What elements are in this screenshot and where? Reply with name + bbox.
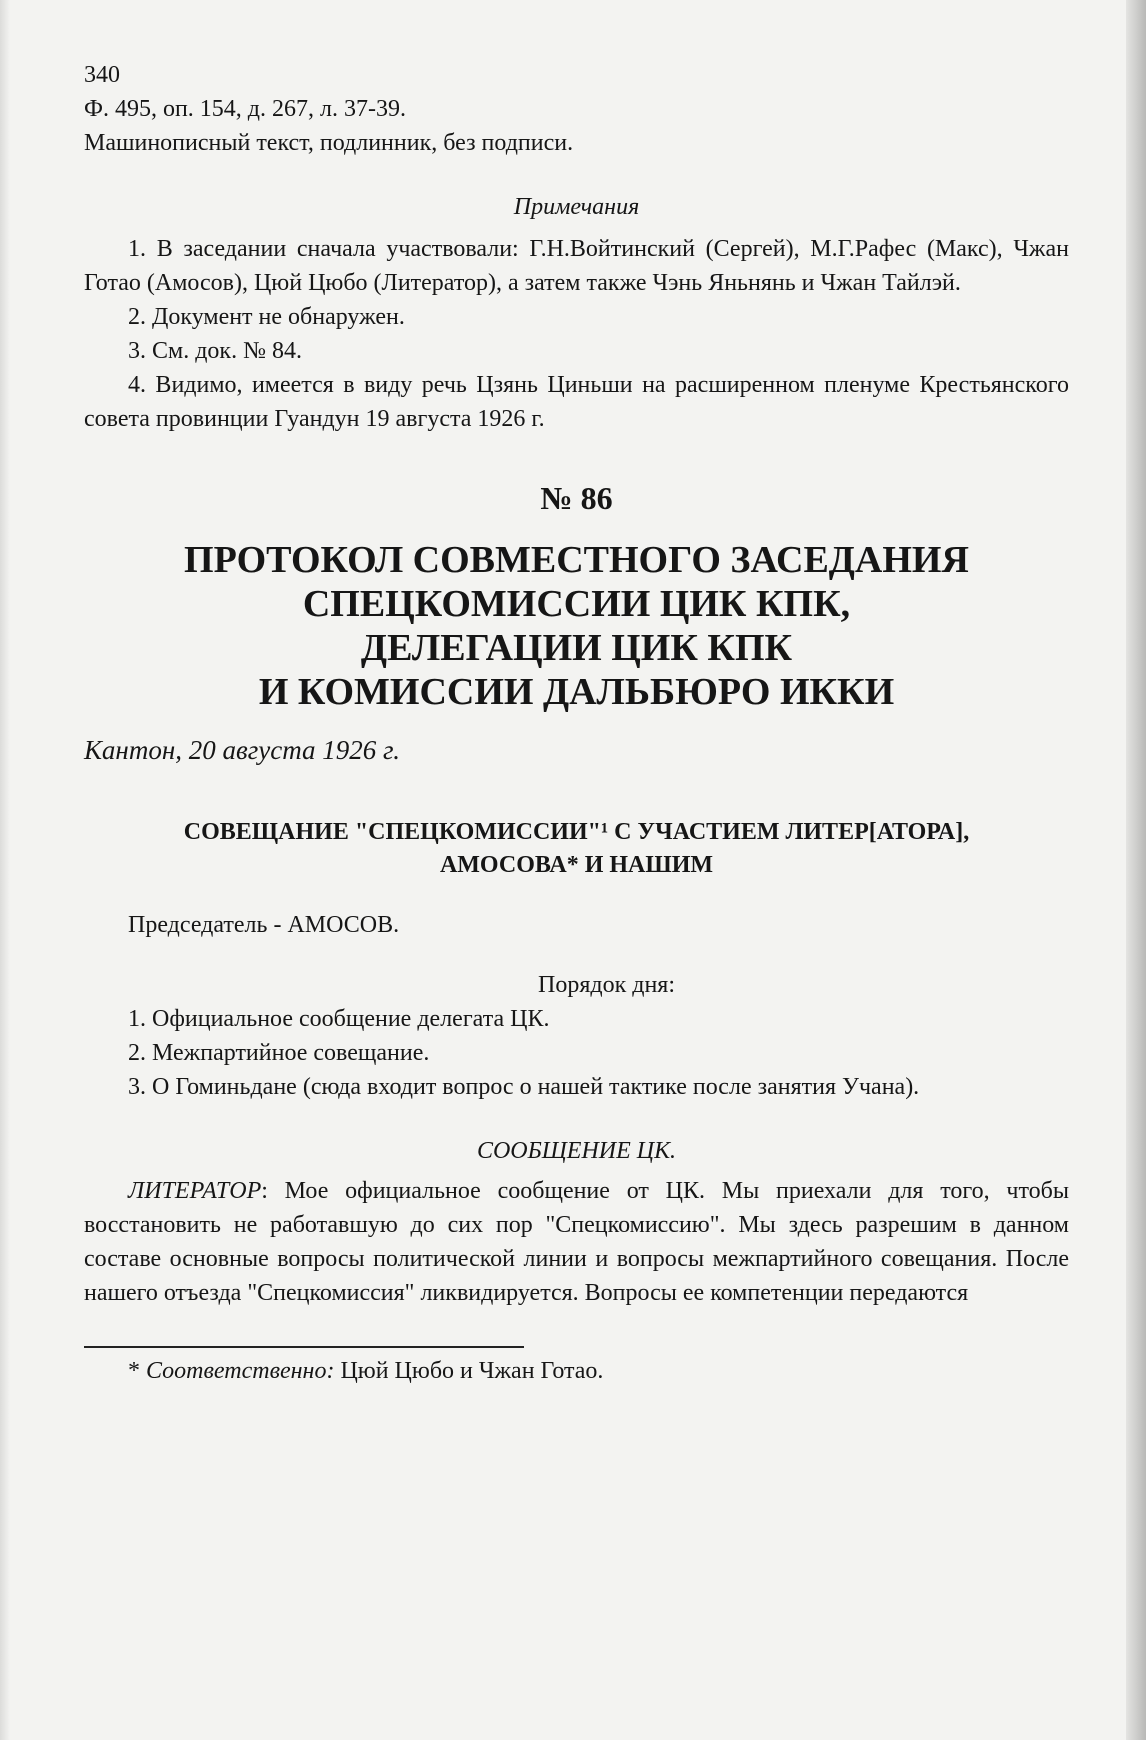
place-date: Кантон, 20 августа 1926 г. [84, 735, 400, 765]
agenda-item-2: 2. Межпартийное совещание. [128, 1040, 430, 1066]
page-right-edge-shadow [1126, 0, 1146, 1740]
speech-text: : Мое официальное сообщение от ЦК. Мы приехали для того, чтобы восстановить не работавшую до сих пор "Спецкомиссию". Мы здесь разрешим в данном составе основные вопросы политической линии и вопросы межпартийного совещания. После нашего отъезда "Спецкомиссия" ликвидируется. Вопросы ее компетенции передаются [84, 1178, 1069, 1306]
title-line-1: ПРОТОКОЛ СОВМЕСТНОГО ЗАСЕДАНИЯ [184, 539, 969, 581]
archive-reference: Ф. 495, оп. 154, д. 267, л. 37-39. [84, 96, 406, 122]
agenda-item-1: 1. Официальное сообщение делегата ЦК. [128, 1006, 550, 1032]
title-line-2: СПЕЦКОМИССИИ ЦИК КПК, [302, 583, 851, 625]
page-number: 340 [84, 62, 120, 88]
chairman: Председатель - АМОСОВ. [128, 912, 400, 938]
note-item-3: 3. См. док. № 84. [128, 338, 302, 364]
title-line-4: И КОМИССИИ ДАЛЬБЮРО ИККИ [258, 671, 895, 713]
meeting-heading-line-1: СОВЕЩАНИЕ "СПЕЦКОМИССИИ"¹ С УЧАСТИЕМ ЛИТЕР[АТОРА], [183, 819, 970, 845]
document-title [84, 538, 1069, 714]
speaker-name: ЛИТЕРАТОР [128, 1178, 262, 1204]
meeting-heading-line-2: АМОСОВА* И НАШИМ [439, 852, 714, 878]
agenda-heading: Порядок дня: [537, 972, 675, 998]
note-item-2: 2. Документ не обнаружен. [128, 304, 405, 330]
document-number: № 86 [540, 480, 613, 516]
footnote [84, 1354, 1069, 1388]
footnote-label: Соответственно: [146, 1358, 335, 1384]
note-item-4: 4. Видимо, имеется в виду речь Цзянь Циньши на расширенном пленуме Крестьянского совета провинции Гуандун 19 августа 1926 г. [84, 372, 1069, 432]
document-page [84, 58, 1069, 1388]
title-line-3: ДЕЛЕГАЦИИ ЦИК КПК [360, 627, 793, 669]
page-left-edge [0, 0, 10, 1740]
speech-paragraph [84, 1174, 1069, 1310]
note-item-1: 1. В заседании сначала участвовали: Г.Н.Войтинский (Сергей), М.Г.Рафес (Макс), Чжан Готао (Амосов), Цюй Цюбо (Литератор), а затем также Чэнь Яньнянь и Чжан Тайлэй. [84, 236, 1069, 296]
footnote-marker: * [128, 1358, 146, 1384]
notes-heading: Примечания [513, 194, 640, 220]
meeting-heading [84, 816, 1069, 882]
footnote-rule [84, 1346, 524, 1348]
agenda-item-3: 3. О Гоминьдане (сюда входит вопрос о нашей тактике после занятия Учана). [128, 1074, 920, 1100]
footnote-text: Цюй Цюбо и Чжан Готао. [334, 1358, 604, 1384]
document-type: Машинописный текст, подлинник, без подписи. [84, 130, 574, 156]
section-heading: СООБЩЕНИЕ ЦК. [476, 1138, 677, 1164]
